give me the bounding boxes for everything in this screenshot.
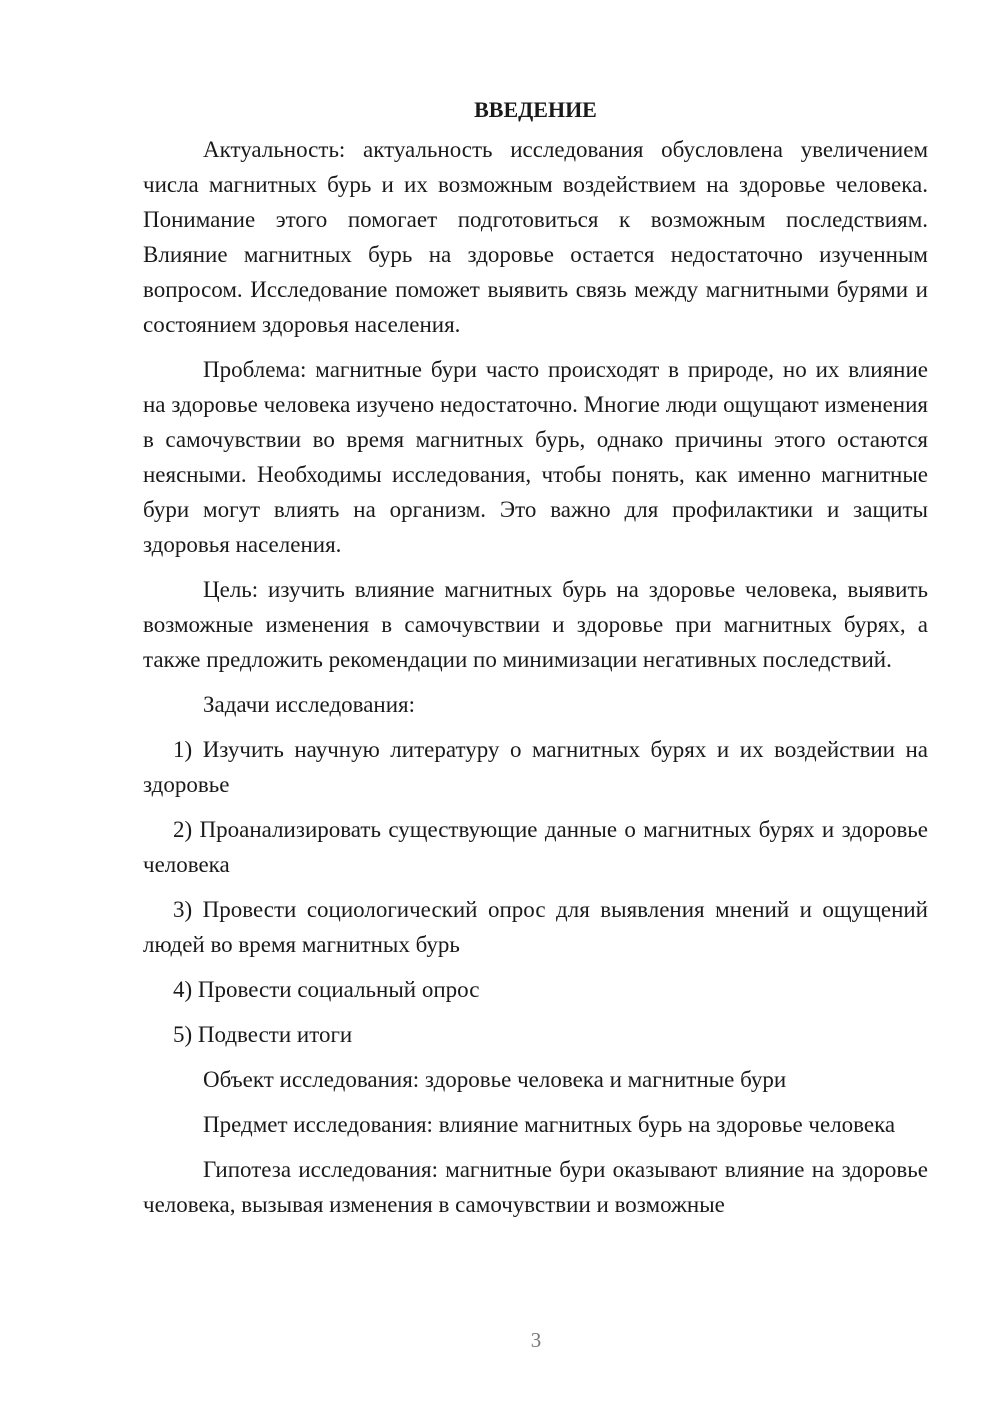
goal-paragraph: Цель: изучить влияние магнитных бурь на здоровье человека, выявить возможные изменения в самочувствии и здоровье при магнитных бурях, а также предложить рекомендации по минимизации негативных последствий. [143, 577, 928, 672]
tasks-heading: Задачи исследования: [203, 692, 416, 717]
task-item: 1) Изучить научную литературу о магнитных бурях и их воздействии на здоровье [143, 737, 928, 797]
relevance-paragraph: Актуальность: актуальность исследования обусловлена увеличением числа магнитных бурь и их возможным воздействием на здоровье человека. Понимание этого помогает подготовиться к возможным последствиям. Влияние магнитных бурь на здоровье остается недостаточно изученным вопросом. Исследование поможет выявить связь между магнитными бурями и состоянием здоровья населения. [143, 137, 928, 337]
subject-paragraph: Предмет исследования: влияние магнитных бурь на здоровье человека [203, 1112, 896, 1137]
task-item: 5) Подвести итоги [173, 1022, 353, 1047]
page-title: ВВЕДЕНИЕ [474, 97, 597, 122]
document-page [143, 92, 928, 1232]
task-item: 3) Провести социологический опрос для выявления мнений и ощущений людей во время магнитных бурь [143, 897, 928, 957]
object-paragraph: Объект исследования: здоровье человека и магнитные бури [203, 1067, 787, 1092]
task-item: 4) Провести социальный опрос [173, 977, 480, 1002]
task-item: 2) Проанализировать существующие данные о магнитных бурях и здоровье человека [143, 817, 928, 877]
page-number: 3 [530, 1328, 542, 1352]
hypothesis-paragraph: Гипотеза исследования: магнитные бури оказывают влияние на здоровье человека, вызывая изменения в самочувствии и возможные [143, 1157, 928, 1217]
problem-paragraph: Проблема: магнитные бури часто происходят в природе, но их влияние на здоровье человека изучено недостаточно. Многие люди ощущают изменения в самочувствии во время магнитных бурь, однако причины этого остаются неясными. Необходимы исследования, чтобы понять, как именно магнитные бури могут влиять на организм. Это важно для профилактики и защиты здоровья населения. [143, 357, 928, 557]
